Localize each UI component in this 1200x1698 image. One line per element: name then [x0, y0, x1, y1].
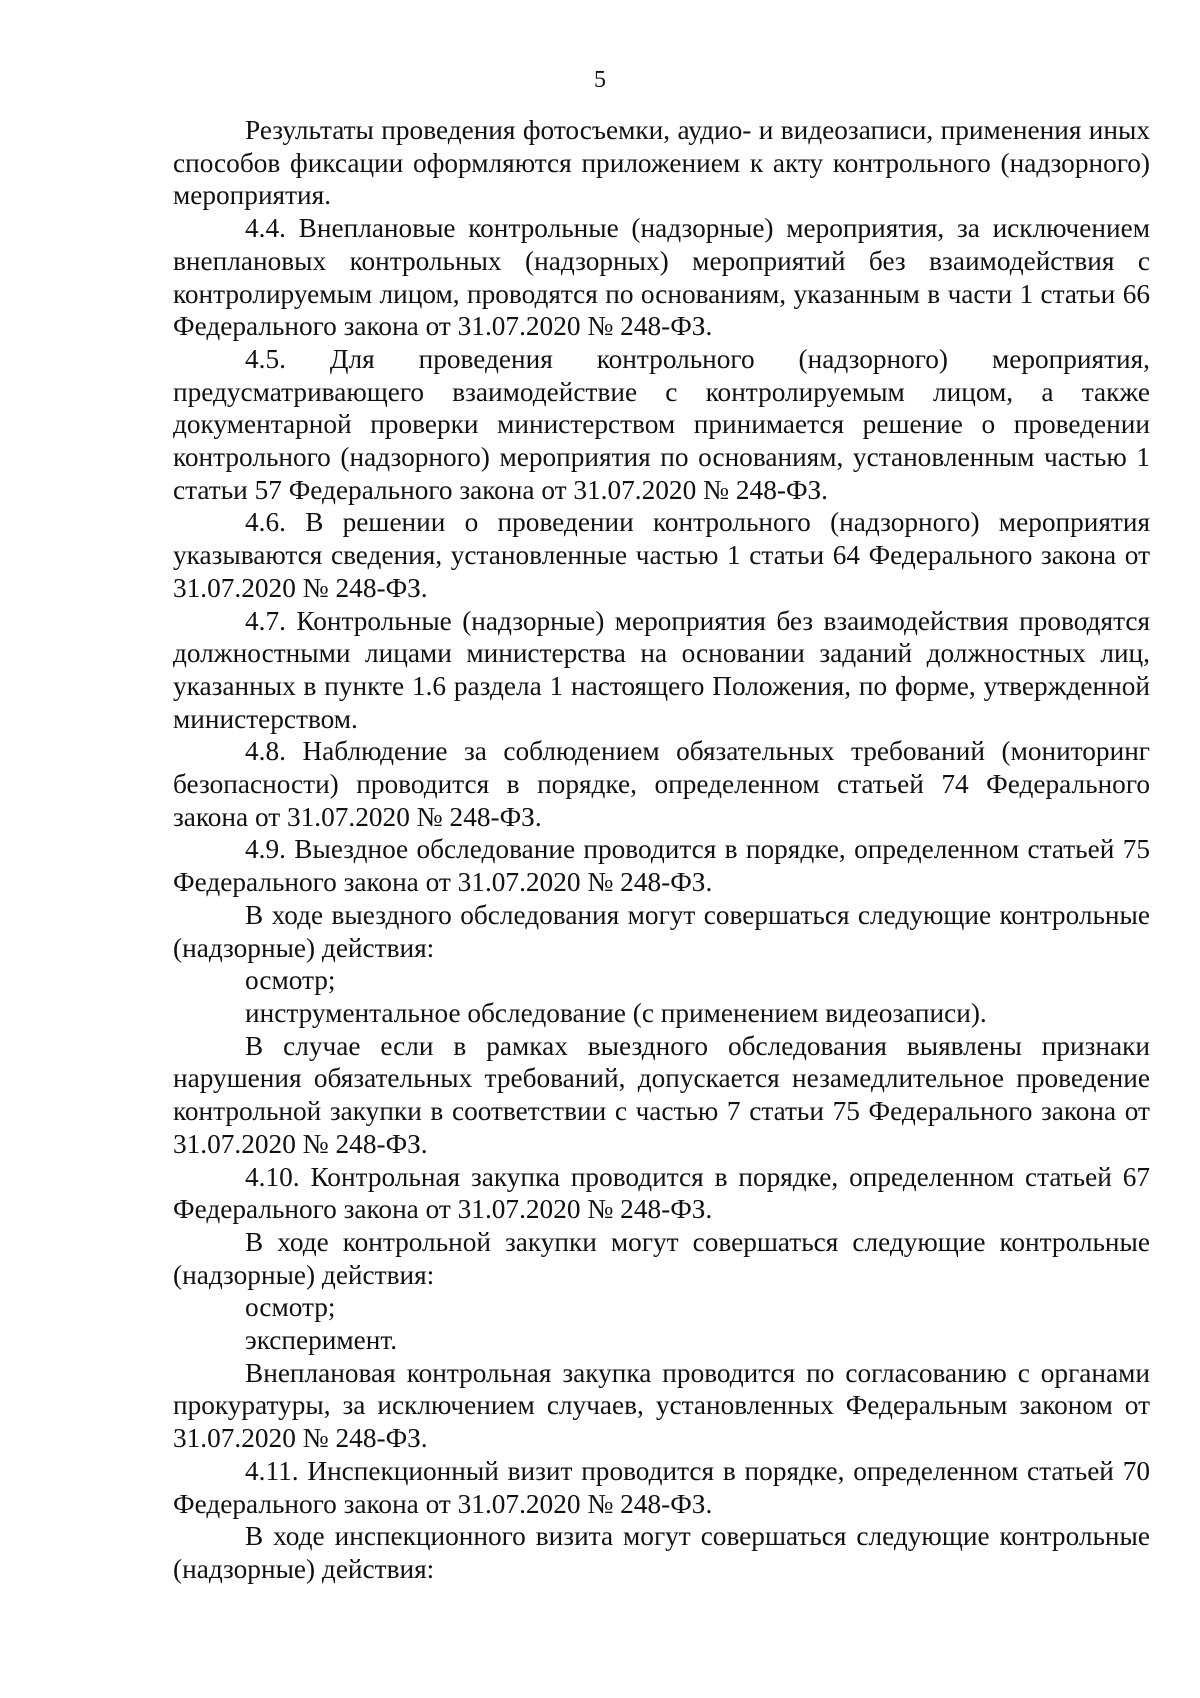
paragraph-immediate-control-purchase: В случае если в рамках выездного обследования выявлены признаки нарушения обязательных требований, допускается незамедлительное проведение контрольной закупки в соответствии с частью 7 статьи 75 Федерального закона от 31.07.2020 № 248-ФЗ.: [173, 1030, 1150, 1159]
paragraph-4-6: 4.6. В решении о проведении контрольного (надзорного) мероприятия указываются сведения, установленные частью 1 статьи 64 Федерального закона от 31.07.2020 № 248-ФЗ.: [173, 507, 1150, 603]
paragraph-4-11: 4.11. Инспекционный визит проводится в порядке, определенном статьей 70 Федерального закона от 31.07.2020 № 248-ФЗ.: [173, 1455, 1150, 1519]
paragraph-unscheduled-purchase: Внеплановая контрольная закупка проводится по согласованию с органами прокуратуры, за исключением случаев, установленных Федеральным законом от 31.07.2020 № 248-ФЗ.: [173, 1357, 1150, 1454]
list-item-inspection-2: осмотр;: [245, 1292, 336, 1323]
paragraph-4-5: 4.5. Для проведения контрольного (надзорного) мероприятия, предусматривающего взаимодействие с контролируемым лицом, а также документарной проверки министерством принимается решение о проведении контрольного (надзорного) мероприятия по основаниям, установленным частью 1 статьи 57 Федерального закона от 31.07.2020 № 248-ФЗ.: [173, 343, 1150, 505]
document-body: [173, 114, 1150, 1586]
paragraph-inspection-visit-actions: В ходе инспекционного визита могут совершаться следующие контрольные (надзорные) действия:: [173, 1521, 1150, 1584]
paragraph-control-purchase-actions: В ходе контрольной закупки могут совершаться следующие контрольные (надзорные) действия:: [173, 1226, 1150, 1290]
paragraph-4-4: 4.4. Внеплановые контрольные (надзорные) мероприятия, за исключением внеплановых контрольных (надзорных) мероприятий без взаимодействия с контролируемым лицом, проводятся по основаниям, указанным в части 1 статьи 66 Федерального закона от 31.07.2020 № 248-ФЗ.: [173, 213, 1150, 342]
paragraph-field-inspection-actions: В ходе выездного обследования могут совершаться следующие контрольные (надзорные) действия:: [173, 899, 1150, 963]
paragraph-4-9: 4.9. Выездное обследование проводится в порядке, определенном статьей 75 Федерального закона от 31.07.2020 № 248-ФЗ.: [173, 834, 1150, 898]
page-number: 5: [594, 67, 606, 93]
list-item-instrumental-survey: инструментальное обследование (с применением видеозаписи).: [245, 997, 987, 1028]
paragraph-results-fixation: Результаты проведения фотосъемки, аудио- и видеозаписи, применения иных способов фиксации оформляются приложением к акту контрольного (надзорного) мероприятия.: [173, 115, 1150, 211]
list-item-experiment: эксперимент.: [245, 1325, 398, 1356]
paragraph-4-10: 4.10. Контрольная закупка проводится в порядке, определенном статьей 67 Федерального закона от 31.07.2020 № 248-ФЗ.: [173, 1161, 1150, 1225]
paragraph-4-7: 4.7. Контрольные (надзорные) мероприятия без взаимодействия проводятся должностными лицами министерства на основании заданий должностных лиц, указанных в пункте 1.6 раздела 1 настоящего Положения, по форме, утвержденной министерством.: [173, 605, 1150, 734]
paragraph-4-8: 4.8. Наблюдение за соблюдением обязательных требований (мониторинг безопасности) проводится в порядке, определенном статьей 74 Федерального закона от 31.07.2020 № 248-ФЗ.: [173, 736, 1150, 832]
list-item-inspection: осмотр;: [245, 965, 336, 996]
